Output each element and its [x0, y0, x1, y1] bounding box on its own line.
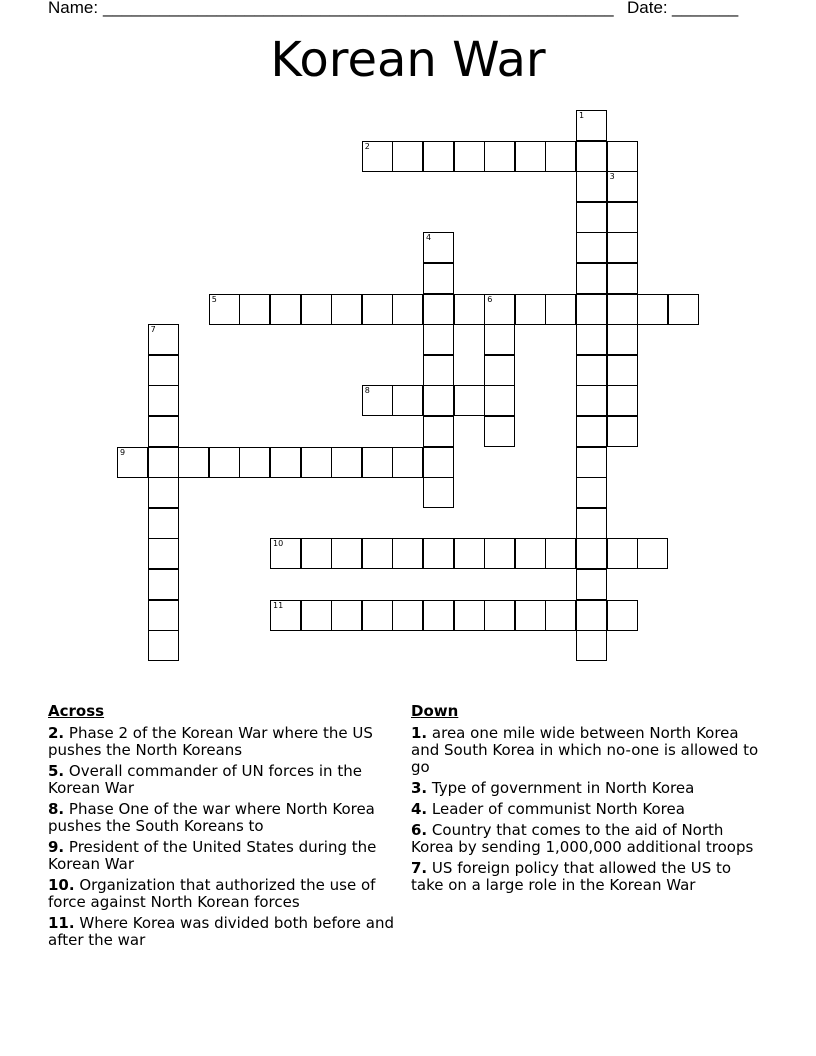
crossword-cell[interactable] [209, 447, 240, 478]
crossword-cell[interactable] [392, 385, 423, 416]
crossword-cell[interactable] [454, 294, 485, 325]
crossword-cell[interactable] [545, 600, 576, 631]
crossword-cell[interactable] [607, 294, 638, 325]
crossword-cell[interactable] [607, 600, 638, 631]
crossword-cell[interactable] [637, 294, 668, 325]
crossword-cell[interactable] [515, 538, 546, 569]
crossword-cell[interactable] [576, 569, 607, 600]
crossword-cell[interactable] [576, 447, 607, 478]
crossword-cell[interactable] [362, 294, 393, 325]
crossword-cell[interactable] [331, 294, 362, 325]
crossword-cell[interactable] [454, 600, 485, 631]
crossword-cell[interactable] [301, 538, 332, 569]
crossword-cell[interactable] [668, 294, 699, 325]
name-field-line[interactable]: ______________________________________________________ [103, 0, 614, 17]
crossword-cell[interactable] [270, 447, 301, 478]
crossword-cell[interactable] [576, 385, 607, 416]
date-label: Date: [627, 0, 668, 17]
clue-number: 2 [364, 141, 370, 151]
crossword-cell[interactable] [576, 355, 607, 386]
crossword-cell[interactable] [607, 416, 638, 447]
crossword-cell[interactable] [301, 294, 332, 325]
crossword-cell[interactable] [454, 385, 485, 416]
clue-number: 6 [487, 294, 493, 304]
crossword-cell[interactable] [484, 324, 515, 355]
crossword-cell[interactable] [423, 416, 454, 447]
clue-down-4: 4. Leader of communist North Korea [411, 800, 685, 818]
crossword-cell[interactable] [423, 141, 454, 172]
clue-number: 10 [273, 539, 284, 549]
crossword-cell[interactable] [484, 141, 515, 172]
crossword-cell[interactable] [301, 600, 332, 631]
crossword-cell[interactable] [576, 324, 607, 355]
crossword-cell[interactable] [148, 630, 179, 661]
clue-down-1: 1. area one mile wide between North Korea and South Korea in which no-one is allowed to go [411, 724, 759, 776]
clue-across-9: 9. President of the United States during the Korean War [48, 838, 377, 873]
clue-number: 11 [273, 600, 284, 610]
crossword-cell[interactable] [148, 508, 179, 539]
crossword-cell[interactable] [484, 416, 515, 447]
clue-number: 9 [120, 447, 126, 457]
crossword-cell[interactable] [392, 538, 423, 569]
crossword-cell[interactable] [545, 538, 576, 569]
crossword-cell[interactable] [423, 600, 454, 631]
clue-number: 3 [609, 172, 615, 182]
crossword-cell[interactable] [545, 141, 576, 172]
crossword-cell[interactable] [148, 355, 179, 386]
crossword-cell[interactable] [515, 141, 546, 172]
crossword-cell[interactable] [423, 385, 454, 416]
crossword-cell[interactable] [607, 141, 638, 172]
crossword-cell[interactable] [576, 600, 607, 631]
crossword-cell[interactable] [331, 447, 362, 478]
crossword-cell[interactable] [362, 538, 393, 569]
clue-down-3: 3. Type of government in North Korea [411, 779, 695, 797]
crossword-cell[interactable] [423, 447, 454, 478]
crossword-cell[interactable] [178, 447, 209, 478]
crossword-cell[interactable] [576, 232, 607, 263]
crossword-cell[interactable] [270, 538, 301, 569]
crossword-cell[interactable] [576, 477, 607, 508]
crossword-cell[interactable] [148, 477, 179, 508]
crossword-cell[interactable] [607, 263, 638, 294]
crossword-cell[interactable] [576, 630, 607, 661]
down-clues [411, 702, 763, 898]
crossword-cell[interactable] [576, 263, 607, 294]
crossword-cell[interactable] [454, 141, 485, 172]
crossword-cell[interactable] [637, 538, 668, 569]
crossword-cell[interactable] [423, 355, 454, 386]
crossword-cell[interactable] [607, 171, 638, 202]
clue-across-5: 5. Overall commander of UN forces in the Korean War [48, 762, 362, 797]
clue-across-2: 2. Phase 2 of the Korean War where the US pushes the North Koreans [48, 724, 373, 759]
crossword-cell[interactable] [484, 538, 515, 569]
crossword-cell[interactable] [423, 324, 454, 355]
crossword-cell[interactable] [392, 600, 423, 631]
crossword-cell[interactable] [607, 202, 638, 233]
clue-number: 1 [579, 111, 585, 120]
clue-down-6: 6. Country that comes to the aid of North Korea by sending 1,000,000 additional troops [411, 821, 754, 856]
crossword-cell[interactable] [270, 600, 301, 631]
crossword-cell[interactable] [423, 477, 454, 508]
date-field-line[interactable]: _______ [672, 0, 739, 17]
name-label: Name: [48, 0, 99, 17]
crossword-cell[interactable] [209, 294, 240, 325]
crossword-cell[interactable] [117, 447, 148, 478]
crossword-cell[interactable] [607, 324, 638, 355]
crossword-cell[interactable] [484, 294, 515, 325]
crossword-cell[interactable] [576, 202, 607, 233]
crossword-cell[interactable] [331, 538, 362, 569]
crossword-cell[interactable] [148, 324, 179, 355]
crossword-cell[interactable] [576, 294, 607, 325]
crossword-cell[interactable] [331, 600, 362, 631]
crossword-cell[interactable] [576, 171, 607, 202]
crossword-cell[interactable] [148, 600, 179, 631]
crossword-cell[interactable] [515, 600, 546, 631]
crossword-cell[interactable] [423, 263, 454, 294]
crossword-cell[interactable] [484, 355, 515, 386]
crossword-cell[interactable] [607, 538, 638, 569]
crossword-cell[interactable] [607, 355, 638, 386]
crossword-cell[interactable] [484, 385, 515, 416]
crossword-cell[interactable] [607, 385, 638, 416]
crossword-cell[interactable] [576, 141, 607, 172]
across-clues [48, 702, 400, 953]
clue-number: 5 [211, 294, 217, 304]
crossword-cell[interactable] [454, 538, 485, 569]
crossword-cell[interactable] [301, 447, 332, 478]
crossword-cell[interactable] [576, 538, 607, 569]
crossword-cell[interactable] [239, 294, 270, 325]
down-heading: Down [411, 702, 459, 720]
crossword-cell[interactable] [392, 447, 423, 478]
crossword-cell[interactable] [515, 294, 546, 325]
crossword-cell[interactable] [423, 232, 454, 263]
crossword-cell[interactable] [576, 110, 607, 141]
clue-number: 8 [364, 386, 370, 396]
crossword-cell[interactable] [484, 600, 515, 631]
crossword-cell[interactable] [362, 141, 393, 172]
crossword-cell[interactable] [576, 508, 607, 539]
crossword-cell[interactable] [239, 447, 270, 478]
crossword-cell[interactable] [423, 294, 454, 325]
clue-number: 4 [426, 233, 432, 243]
crossword-cell[interactable] [607, 232, 638, 263]
crossword-cell[interactable] [362, 385, 393, 416]
clue-down-7: 7. US foreign policy that allowed the US to take on a large role in the Korean War [411, 859, 732, 894]
crossword-cell[interactable] [148, 538, 179, 569]
crossword-cell[interactable] [148, 416, 179, 447]
crossword-cell[interactable] [576, 416, 607, 447]
page-title: Korean War [270, 32, 546, 88]
crossword-cell[interactable] [362, 447, 393, 478]
crossword-cell[interactable] [270, 294, 301, 325]
crossword-cell[interactable] [362, 600, 393, 631]
crossword-cell[interactable] [392, 141, 423, 172]
crossword-cell[interactable] [148, 385, 179, 416]
clue-across-10: 10. Organization that authorized the use of force against North Korean forces [48, 876, 376, 911]
clue-across-11: 11. Where Korea was divided both before and after the war [48, 914, 394, 949]
crossword-cell[interactable] [423, 538, 454, 569]
clue-across-8: 8. Phase One of the war where North Korea pushes the South Koreans to [48, 800, 375, 835]
crossword-cell[interactable] [392, 294, 423, 325]
clue-number: 7 [150, 325, 156, 335]
crossword-cell[interactable] [148, 447, 179, 478]
crossword-cell[interactable] [148, 569, 179, 600]
across-heading: Across [48, 702, 105, 720]
crossword-cell[interactable] [545, 294, 576, 325]
